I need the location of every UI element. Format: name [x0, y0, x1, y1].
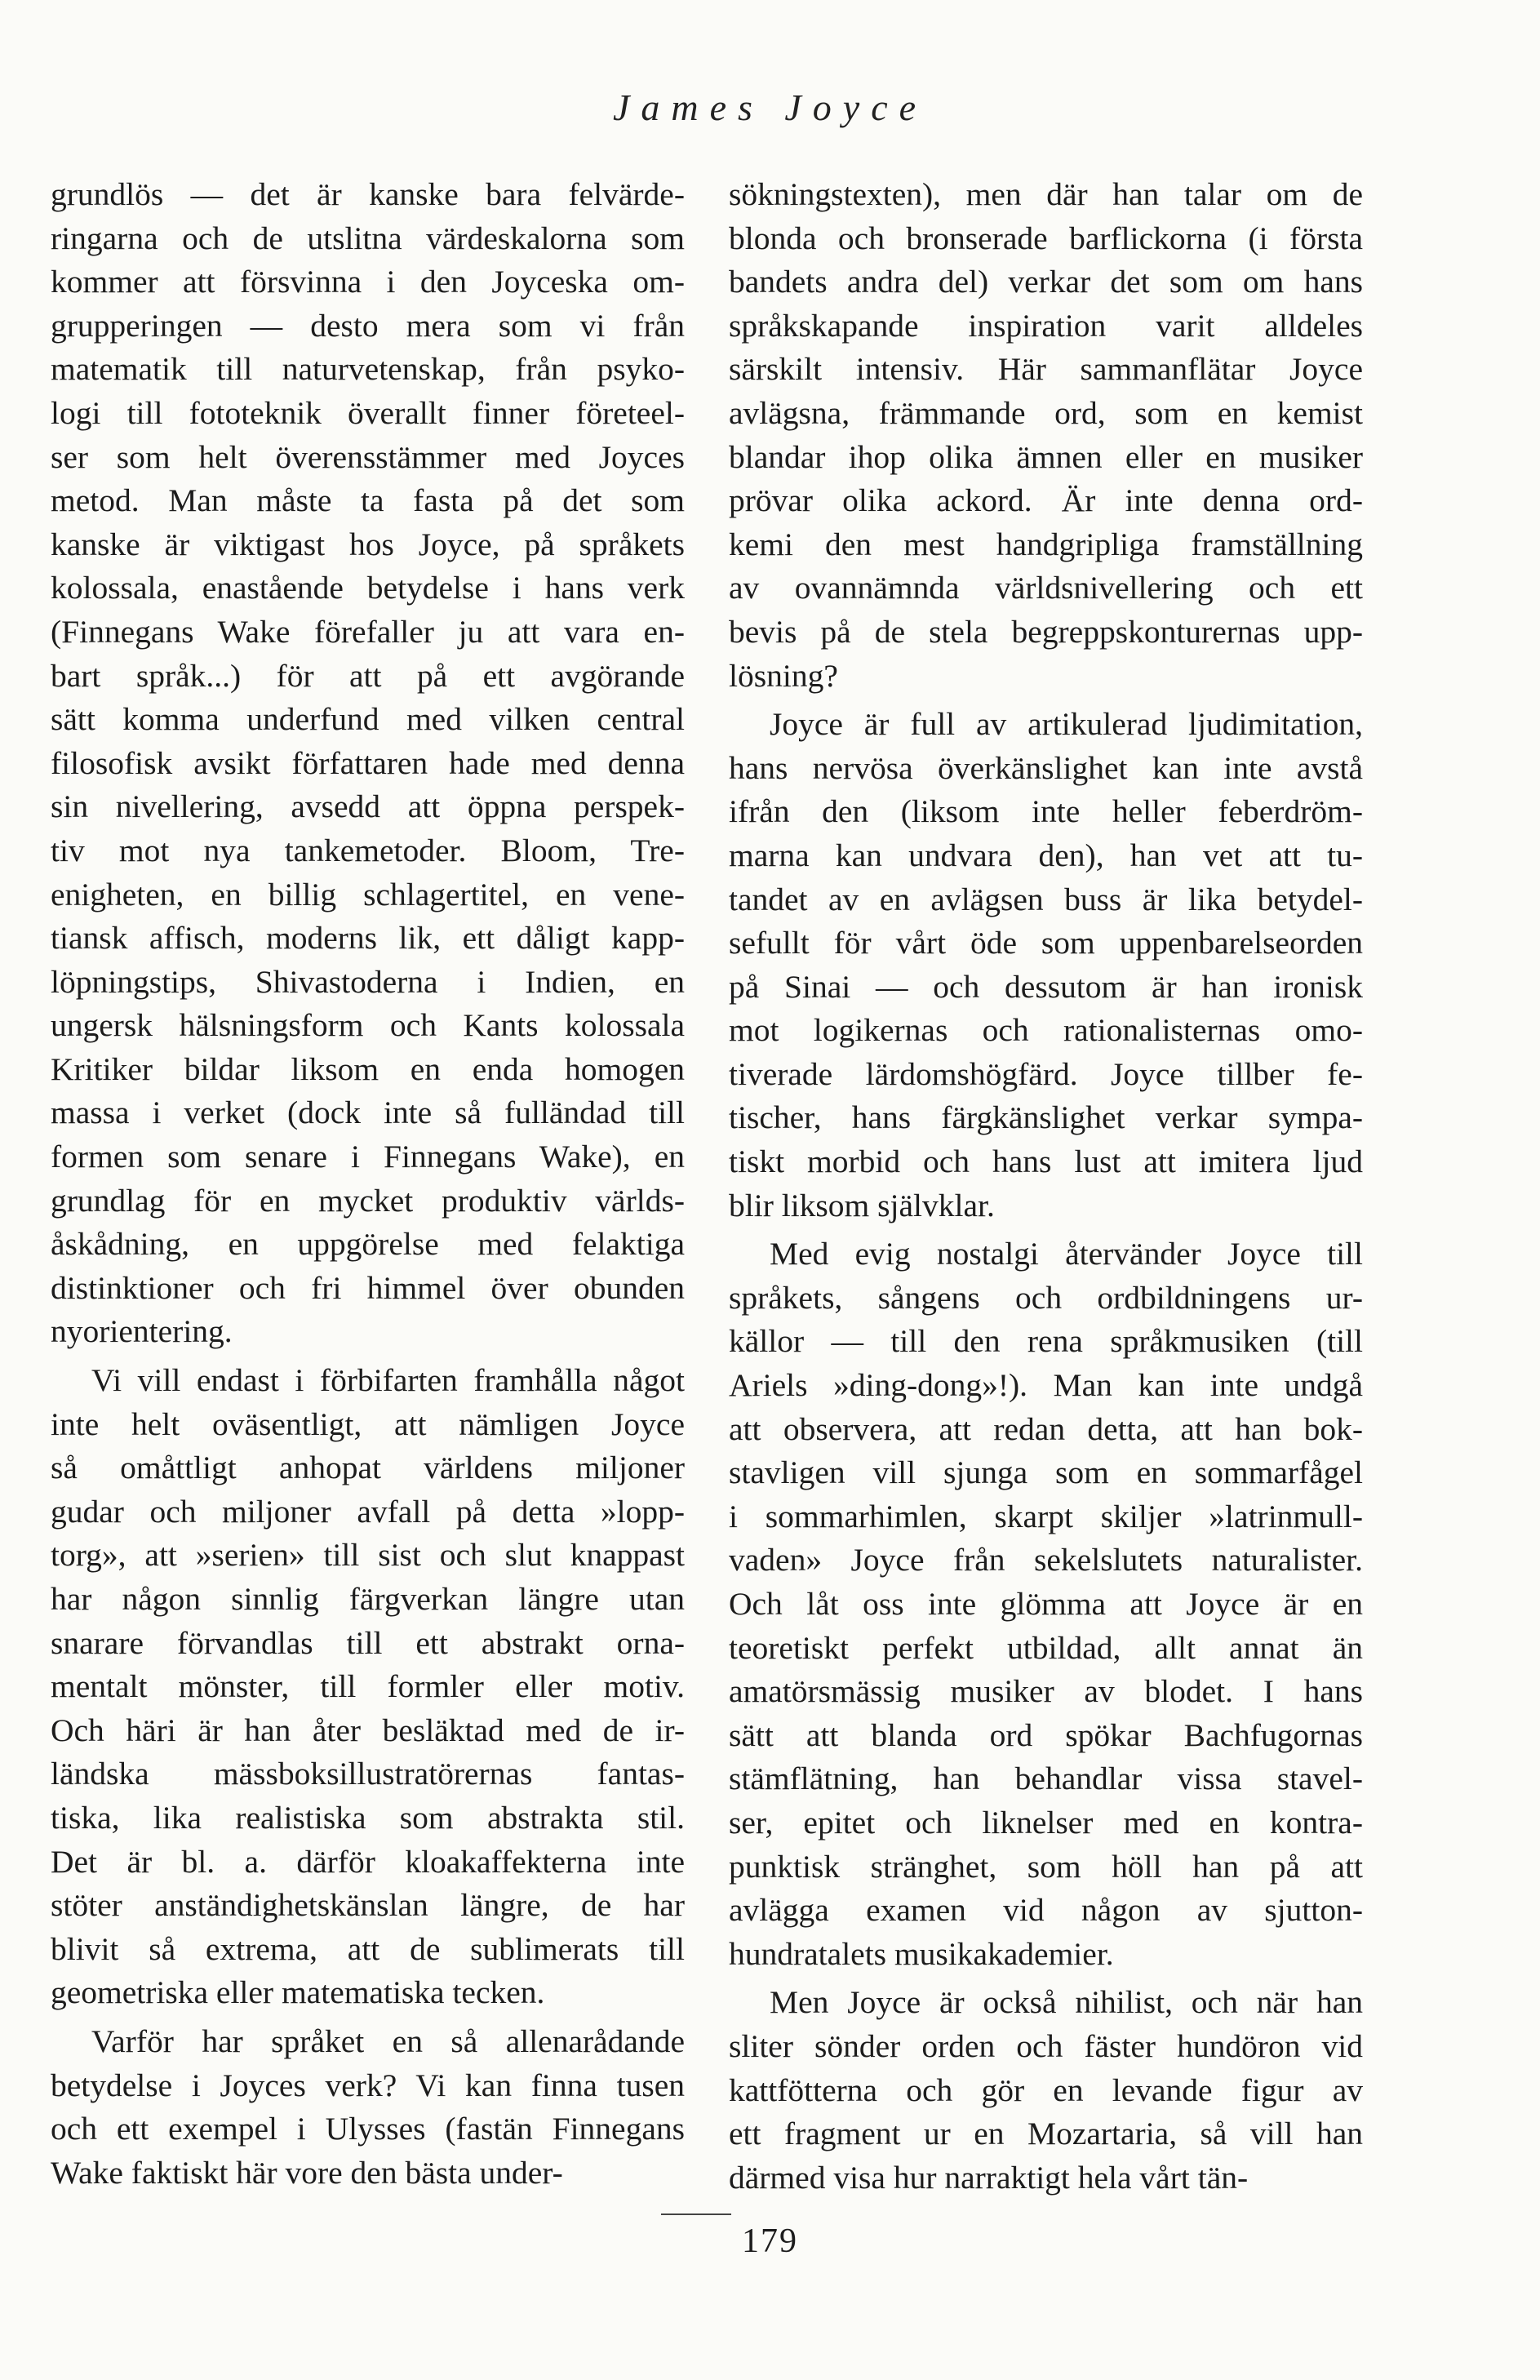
text-line: hans nervösa överkänslighet kan inte avstå [729, 749, 1363, 786]
text-line: snarare förvandlas till ett abstrakt orna- [51, 1624, 685, 1661]
text-line: grupperingen — desto mera som vi från [51, 307, 685, 344]
text-line: inte helt oväsentligt, att nämligen Joyce [51, 1405, 685, 1442]
text-line: av ovannämnda världsnivellering och ett [729, 570, 1363, 606]
text-line: sätt att blanda ord spökar Bachfugornas [729, 1716, 1363, 1753]
text-line: tiverade lärdomshögfärd. Joyce tillber fe- [729, 1055, 1363, 1092]
text-line: enigheten, en billig schlagertitel, en vene- [51, 876, 685, 912]
text-line: kattfötterna och gör en levande figur av [729, 2071, 1363, 2108]
text-line: ser, epitet och liknelser med en kontra- [729, 1804, 1363, 1841]
text-line: tiskt morbid och hans lust att imitera ljud [729, 1143, 1363, 1180]
text-line: torg», att »serien» till sist och slut knappast [51, 1537, 685, 1574]
text-line: sätt komma underfund med vilken central [51, 701, 685, 738]
text-line: källor — till den rena språkmusiken (till [729, 1323, 1363, 1360]
text-line: grundlag för en mycket produktiv världs- [51, 1182, 685, 1219]
text-line: sefullt för vårt öde som uppenbarelseorden [729, 925, 1363, 961]
text-line: språkskapande inspiration varit alldeles [729, 307, 1363, 344]
text-line: tiansk affisch, moderns lik, ett dåligt kapp- [51, 920, 685, 957]
page-number: 179 [742, 2222, 798, 2260]
text-line: åskådning, en uppgörelse med felaktiga [51, 1226, 685, 1263]
paragraph [51, 1359, 685, 2015]
text-line: Ariels »ding-dong»!). Man kan inte undgå [729, 1367, 1363, 1404]
text-line: gudar och miljoner avfall på detta »lopp- [51, 1493, 685, 1530]
text-line: hundratalets musikakademier. [729, 1935, 1114, 1972]
paragraph [729, 703, 1363, 1228]
text-line: matematik till naturvetenskap, från psyko- [51, 351, 685, 388]
paragraph [729, 1232, 1363, 1976]
text-line: ser som helt överensstämmer med Joyces [51, 438, 685, 475]
running-title: James Joyce [612, 87, 928, 128]
text-line: Varför har språket en så allenarådande [91, 2023, 685, 2059]
text-line: blir liksom självklar. [729, 1187, 995, 1223]
text-line: sin nivellering, avsedd att öppna perspek- [51, 788, 685, 825]
text-line: ungersk hälsningsform och Kants kolossala [51, 1007, 685, 1044]
text-line: logi till fototeknik överallt finner företeel- [51, 394, 685, 431]
text-line: att observera, att redan detta, att han bok- [729, 1410, 1363, 1447]
text-line: Wake faktiskt här vore den bästa under- [51, 2154, 563, 2191]
text-line: blonda och bronserade barflickorna (i första [729, 220, 1363, 256]
text-line: massa i verket (dock inte så fulländad till [51, 1095, 685, 1131]
text-line: marna kan undvara den), han vet att tu- [729, 837, 1363, 873]
text-line: vaden» Joyce från sekelslutets naturalister. [729, 1542, 1363, 1579]
text-line: Men Joyce är också nihilist, och när han [770, 1984, 1363, 2021]
text-line: stämflätning, han behandlar vissa stavel- [729, 1761, 1363, 1797]
text-line: löpningstips, Shivastoderna i Indien, en [51, 963, 685, 1000]
text-line: och ett exempel i Ulysses (fastän Finnegans [51, 2111, 685, 2147]
text-line: avlägsna, främmande ord, som en kemist [729, 394, 1363, 431]
text-line: lösning? [729, 657, 838, 694]
text-line: bandets andra del) verkar det som om hans [729, 264, 1363, 300]
text-line: Det är bl. a. därför kloakaffekterna inte [51, 1843, 685, 1880]
text-line: språkets, sångens och ordbildningens ur- [729, 1279, 1363, 1316]
text-line: blivit så extrema, att de sublimerats till [51, 1930, 685, 1967]
text-line: bevis på de stela begreppskonturernas upp- [729, 613, 1363, 650]
text-line: därmed visa hur narraktigt hela vårt tän- [729, 2159, 1249, 2196]
text-line: betydelse i Joyces verk? Vi kan finna tusen [51, 2067, 685, 2103]
text-line: kanske är viktigast hos Joyce, på språkets [51, 526, 685, 562]
text-line: ifrån den (liksom inte heller feberdröm- [729, 793, 1363, 830]
text-line: punktisk stränghet, som höll han på att [729, 1848, 1363, 1885]
text-line: stavligen vill sjunga som en sommarfågel [729, 1454, 1363, 1491]
text-line: prövar olika ackord. Är inte denna ord- [729, 482, 1363, 519]
text-line: kolossala, enastående betydelse i hans verk [51, 570, 685, 606]
text-line: stöter anständighetskänslan längre, de har [51, 1887, 685, 1924]
text-line: har någon sinnlig färgverkan längre utan [51, 1581, 685, 1617]
text-line: mentalt mönster, till formler eller motiv. [51, 1668, 685, 1705]
text-line: formen som senare i Finnegans Wake), en [51, 1139, 685, 1175]
text-line: sökningstexten), men där han talar om de [729, 176, 1363, 212]
text-line: bart språk...) för att på ett avgörande [51, 657, 685, 694]
paragraph [729, 1981, 1363, 2200]
text-line: tiv mot nya tankemetoder. Bloom, Tre- [51, 832, 685, 868]
text-line: särskilt intensiv. Här sammanflätar Joyce [729, 351, 1363, 388]
text-line: tandet av en avlägsen buss är lika betydel- [729, 881, 1363, 917]
text-line: ringarna och de utslitna värdeskalorna som [51, 220, 685, 256]
text-line: tiska, lika realistiska som abstrakta stil. [51, 1799, 685, 1836]
text-line: nyorientering. [51, 1313, 233, 1350]
text-line: filosofisk avsikt författaren hade med denna [51, 744, 685, 781]
text-line: kemi den mest handgripliga framställning [729, 526, 1363, 562]
text-line: så omåttligt anhopat världens miljoner [51, 1450, 685, 1486]
text-line: metod. Man måste ta fasta på det som [51, 482, 685, 519]
text-column-right [729, 173, 1363, 2200]
paragraph [51, 173, 685, 1354]
text-line: blandar ihop olika ämnen eller en musiker [729, 438, 1363, 475]
text-line: teoretiskt perfekt utbildad, allt annat än [729, 1629, 1363, 1666]
text-line: distinktioner och fri himmel över obunden [51, 1269, 685, 1306]
text-line: mot logikernas och rationalisternas omo- [729, 1012, 1363, 1049]
text-line: Vi vill endast i förbifarten framhålla något [91, 1362, 685, 1399]
text-line: ett fragment ur en Mozartaria, så vill han [729, 2116, 1363, 2152]
text-line: kommer att försvinna i den Joyceska om- [51, 264, 685, 300]
text-line: sliter sönder orden och fäster hundöron vid [729, 2027, 1363, 2064]
text-line: Och låt oss inte glömma att Joyce är en [729, 1586, 1363, 1622]
text-column-left [51, 173, 685, 2195]
text-line: tischer, hans färgkänslighet verkar sympa- [729, 1099, 1363, 1136]
text-line: Kritiker bildar liksom en enda homogen [51, 1050, 685, 1087]
text-line: ländska mässboksillustratörernas fantas- [51, 1756, 685, 1792]
text-line: (Finnegans Wake förefaller ju att vara en- [51, 613, 685, 650]
text-line: Joyce är full av artikulerad ljudimitation, [770, 706, 1363, 743]
text-line: Och häri är han åter besläktad med de ir- [51, 1712, 685, 1748]
paragraph [51, 2020, 685, 2195]
folio-rule [661, 2213, 731, 2215]
text-line: i sommarhimlen, skarpt skiljer »latrinmull- [729, 1498, 1363, 1534]
text-line: amatörsmässig musiker av blodet. I hans [729, 1673, 1363, 1710]
text-line: på Sinai — och dessutom är han ironisk [729, 968, 1363, 1005]
paragraph [729, 173, 1363, 698]
text-line: avlägga examen vid någon av sjutton- [729, 1892, 1363, 1929]
text-line: grundlös — det är kanske bara felvärde- [51, 176, 685, 212]
text-line: Med evig nostalgi återvänder Joyce till [770, 1236, 1363, 1272]
text-line: geometriska eller matematiska tecken. [51, 1974, 545, 2011]
